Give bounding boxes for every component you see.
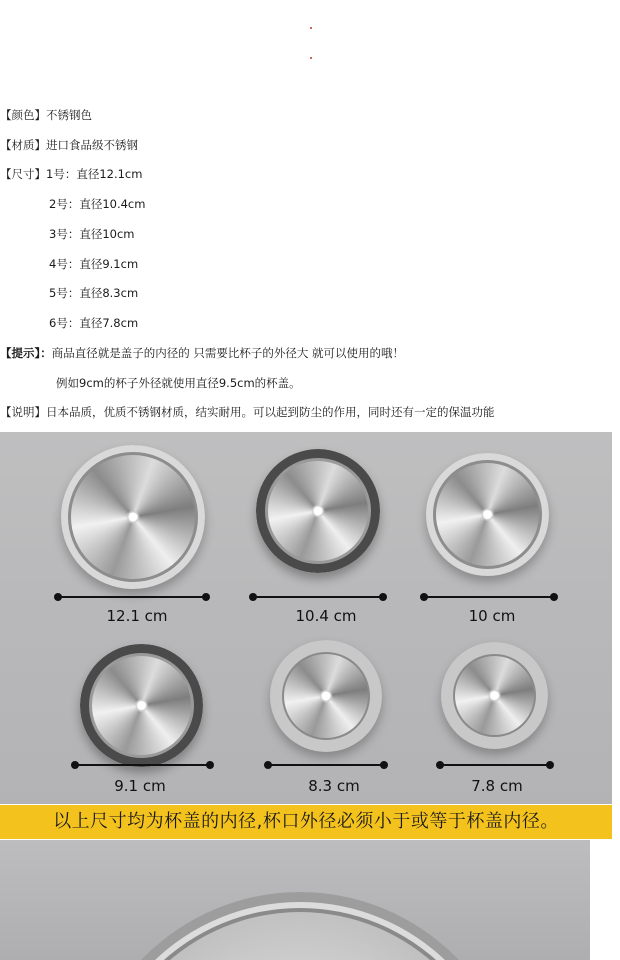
spec-tip-line2: 例如9cm的杯子外径就使用直径9.5cm的杯盖。 [56,376,301,390]
spec-size-4-no: 4号： [49,257,80,271]
spec-size-3-value: 直径10cm [79,227,135,241]
spec-size-2 [49,197,145,211]
spec-material-tag: 【材质】 [0,138,46,152]
measure-line-8-3 [268,764,384,766]
lid-8-3 [270,640,382,752]
spec-material-value: 进口食品级不锈钢 [46,138,138,152]
size-label-10-4: 10.4 cm [295,607,357,625]
spec-size-6-value: 直径7.8cm [79,316,139,330]
inner-diameter-note-banner: 以上尺寸均为杯盖的内径,杯口外径必须小于或等于杯盖内径。 [0,805,612,839]
lid-closeup-photo [0,840,590,960]
spec-size-3-no: 3号： [49,227,80,241]
lid-10-4 [256,449,380,573]
spec-material [0,138,138,152]
spec-tip-line1: 商品直径就是盖子的内径的 只需要比杯子的外径大 就可以使用的哦！ [51,346,405,360]
spec-tip-tag: 【提示】： [0,346,52,360]
lid-closeup [80,892,520,960]
spec-size-5 [49,286,138,300]
size-label-8-3: 8.3 cm [308,777,360,795]
spec-note [0,405,495,419]
size-label-9-1: 9.1 cm [114,777,166,795]
spec-size-1-value: 直径12.1cm [76,167,143,181]
spec-size-tag: 【尺寸】 [0,167,46,181]
decor-dot-top [310,27,312,29]
spec-color [0,108,92,122]
measure-line-7-8 [440,764,550,766]
lid-7-8 [441,642,548,749]
lid-10 [426,453,549,576]
spec-color-tag: 【颜色】 [0,108,46,122]
spec-size-5-value: 直径8.3cm [79,286,139,300]
size-label-12-1: 12.1 cm [106,607,168,625]
spec-size-4-value: 直径9.1cm [79,257,139,271]
spec-size-6 [49,316,138,330]
spec-size-1-no: 1号： [46,167,77,181]
spec-size-4 [49,257,138,271]
size-label-7-8: 7.8 cm [471,777,523,795]
measure-line-10-4 [253,596,383,598]
spec-size-1 [0,167,142,181]
lid-9-1 [80,644,203,767]
spec-color-value: 不锈钢色 [46,108,92,122]
measure-line-10 [424,596,554,598]
spec-size-5-no: 5号： [49,286,80,300]
decor-dot-second [310,57,312,59]
spec-size-2-value: 直径10.4cm [79,197,146,211]
size-label-10: 10 cm [468,607,516,625]
spec-tip-example [56,376,301,390]
spec-note-value: 日本品质，优质不锈钢材质，结实耐用。可以起到防尘的作用，同时还有一定的保温功能 [46,405,495,419]
spec-note-tag: 【说明】 [0,405,46,419]
lid-12-1 [61,445,205,589]
spec-size-2-no: 2号： [49,197,80,211]
spec-tip [0,346,404,360]
product-photo-lids [0,432,612,804]
spec-size-6-no: 6号： [49,316,80,330]
measure-line-9-1 [75,764,210,766]
spec-size-3 [49,227,135,241]
measure-line-12-1 [58,596,206,598]
